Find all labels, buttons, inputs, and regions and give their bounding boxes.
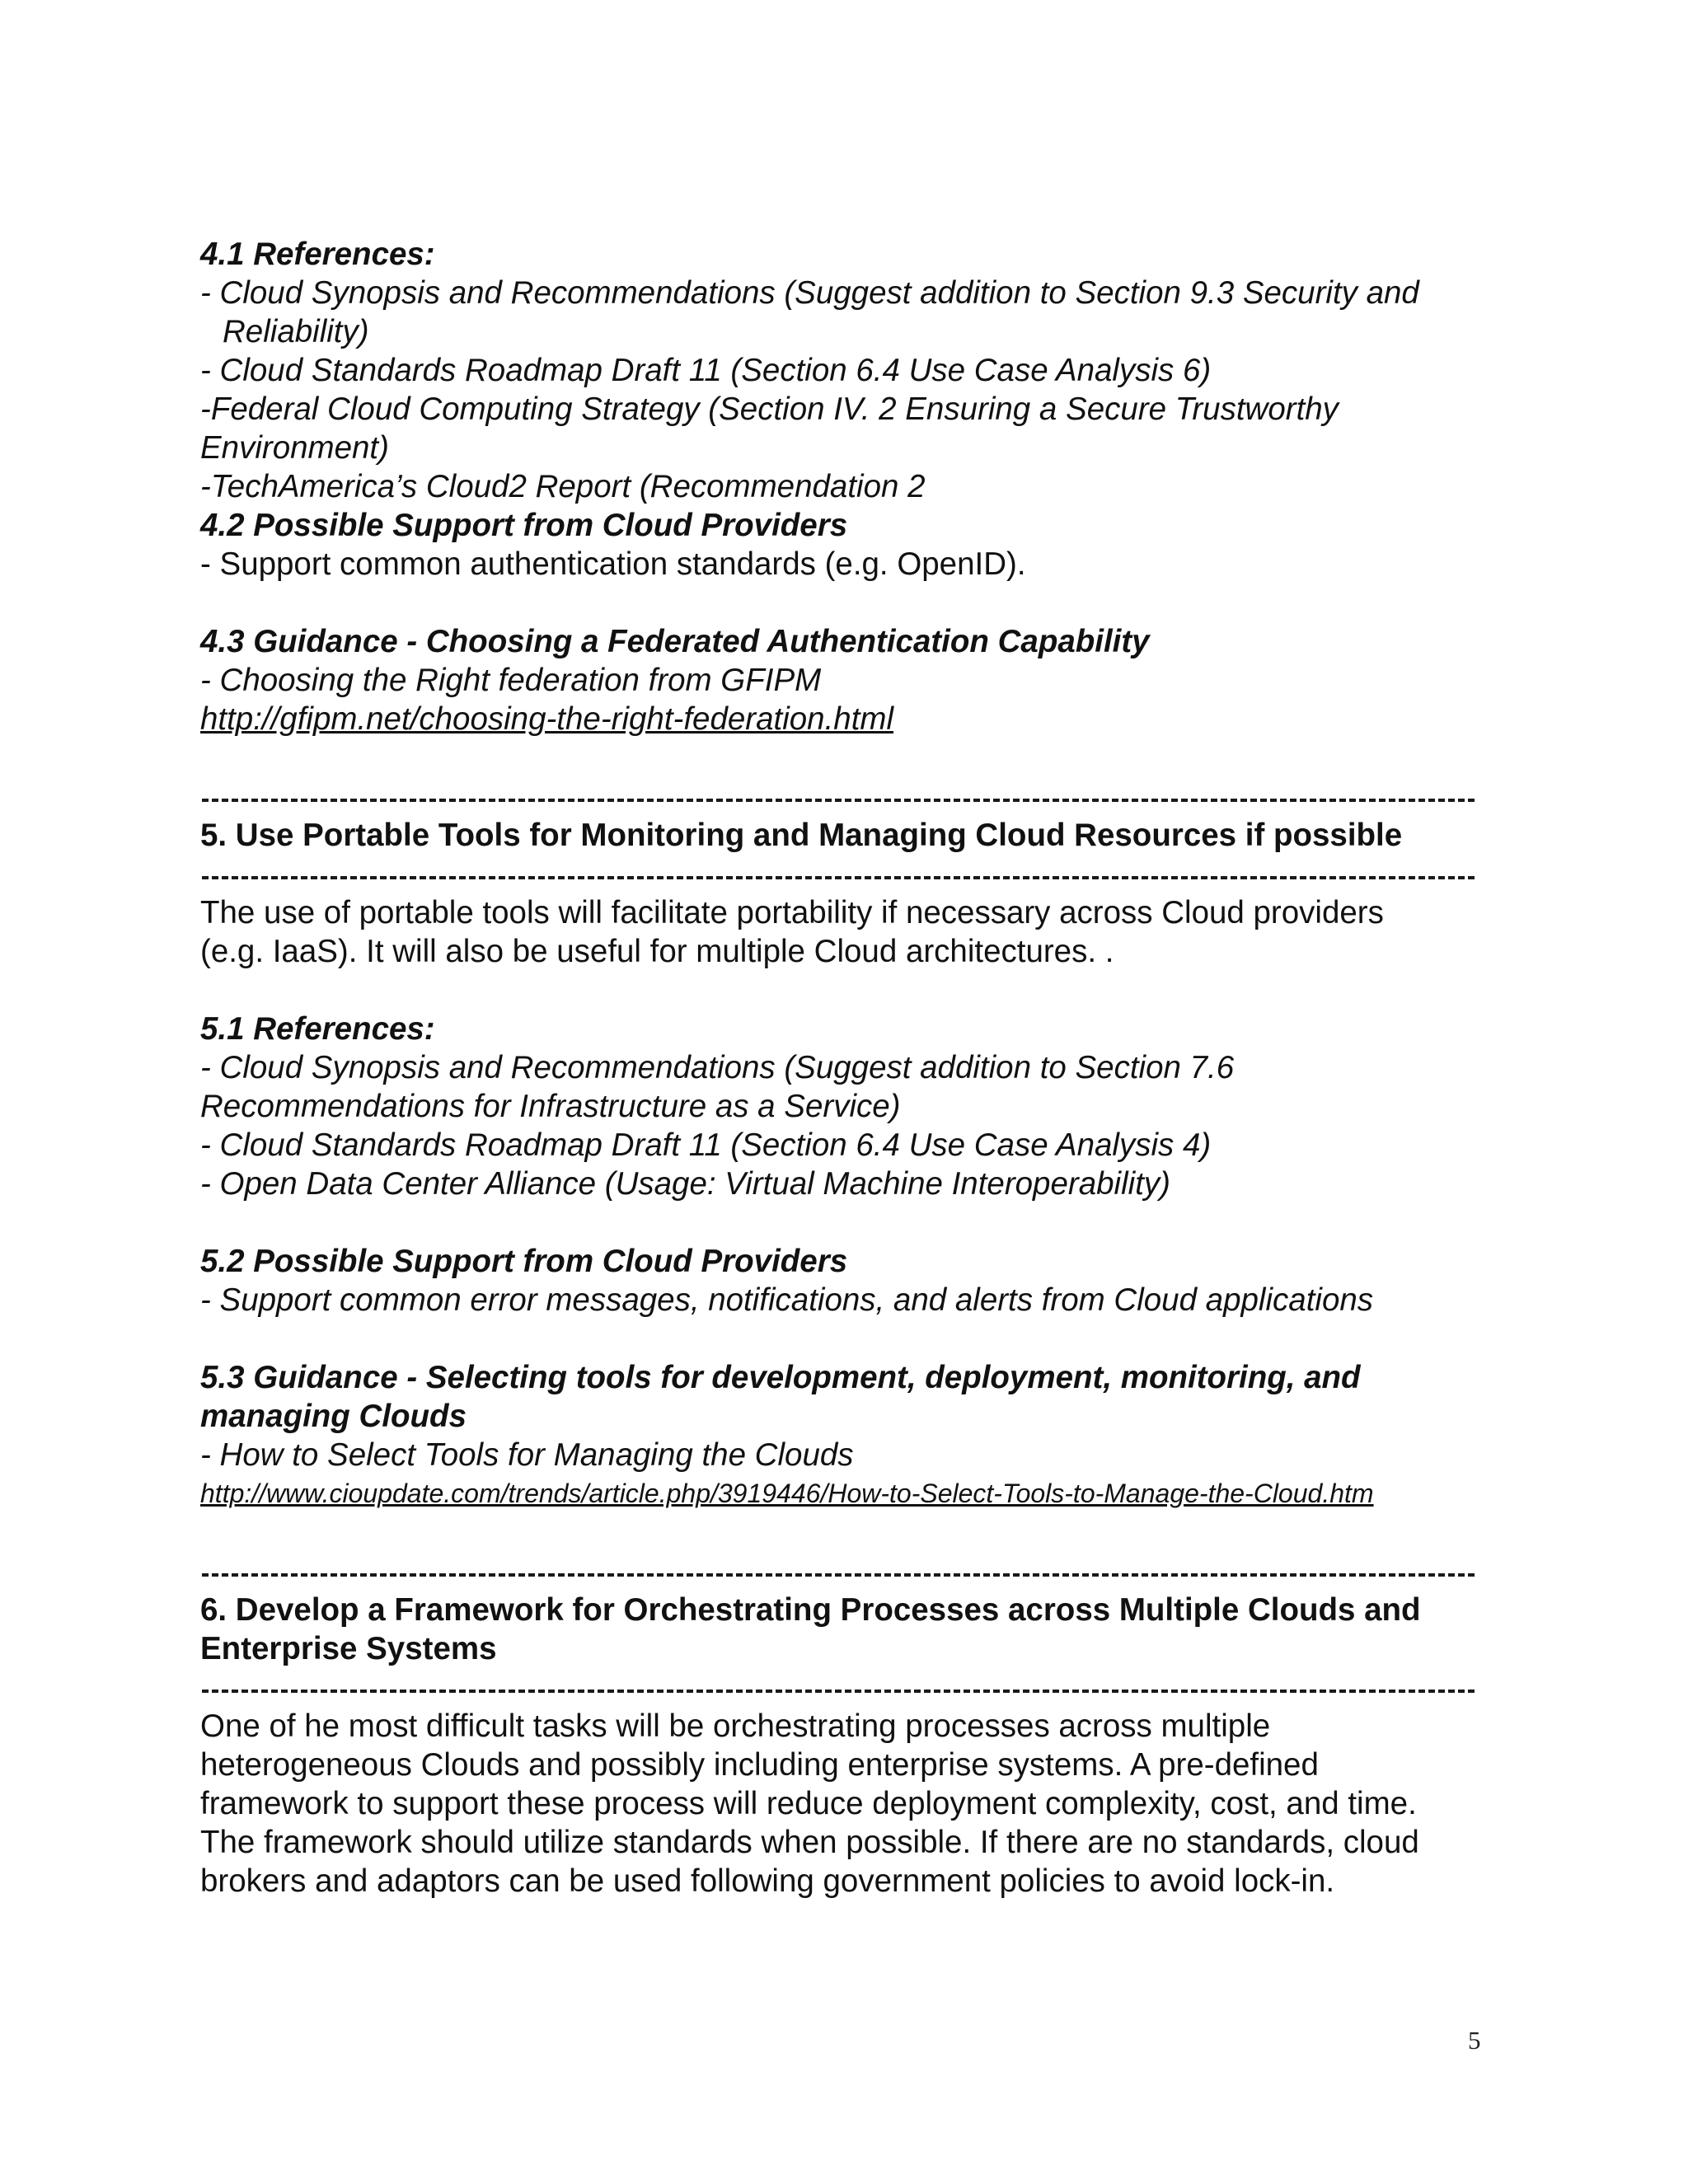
dashed-divider xyxy=(200,855,1486,893)
section-5-2-heading: 5.2 Possible Support from Cloud Providers xyxy=(200,1244,848,1279)
spacer xyxy=(200,738,1486,777)
spacer xyxy=(200,1513,1486,1552)
section-6-title-continuation: Enterprise Systems xyxy=(200,1631,497,1666)
section-6-body-line: One of he most difficult tasks will be orchestrating processes across multiple xyxy=(200,1708,1271,1744)
reference-item: - Cloud Standards Roadmap Draft 11 (Section 6.4 Use Case Analysis 6) xyxy=(200,353,1212,388)
section-5-title: 5. Use Portable Tools for Monitoring and Managing Cloud Resources if possible xyxy=(200,818,1403,853)
reference-item: -Federal Cloud Computing Strategy (Section IV. 2 Ensuring a Secure Trustworthy xyxy=(200,391,1339,427)
reference-item: -TechAmerica’s Cloud2 Report (Recommendation 2 xyxy=(200,469,926,504)
reference-item: - Cloud Standards Roadmap Draft 11 (Section 6.4 Use Case Analysis 4) xyxy=(200,1127,1212,1163)
section-4-1-heading: 4.1 References: xyxy=(200,237,435,272)
reference-item: - Cloud Synopsis and Recommendations (Suggest addition to Section 9.3 Security and xyxy=(200,275,1419,311)
section-5-3-heading: 5.3 Guidance - Selecting tools for development, deployment, monitoring, and xyxy=(200,1360,1361,1395)
section-6-body-line: The framework should utilize standards when possible. If there are no standards, cloud xyxy=(200,1825,1419,1860)
reference-item: - Open Data Center Alliance (Usage: Virtual Machine Interoperability) xyxy=(200,1166,1170,1202)
section-5-3-heading-continuation: managing Clouds xyxy=(200,1399,467,1434)
guidance-item: - How to Select Tools for Managing the Clouds xyxy=(200,1437,854,1473)
dashed-divider xyxy=(200,1668,1486,1707)
page-number: 5 xyxy=(1468,2026,1481,2055)
cioupdate-link[interactable]: http://www.cioupdate.com/trends/article.php/3919446/How-to-Select-Tools-to-Manage-the-Cloud.htm xyxy=(200,1479,1374,1508)
page-content xyxy=(200,235,1486,1900)
section-5-body-line: The use of portable tools will facilitate portability if necessary across Cloud providers xyxy=(200,895,1384,930)
dashed-divider xyxy=(200,777,1486,816)
section-6-body-line: heterogeneous Clouds and possibly including enterprise systems. A pre-defined xyxy=(200,1747,1319,1783)
reference-item-continuation: Environment) xyxy=(200,430,389,466)
section-5-1-heading: 5.1 References: xyxy=(200,1011,435,1047)
section-4-2-heading: 4.2 Possible Support from Cloud Providers xyxy=(200,508,848,543)
reference-item-continuation: Recommendations for Infrastructure as a Service) xyxy=(200,1089,901,1124)
section-5-body-line: (e.g. IaaS). It will also be useful for multiple Cloud architectures. . xyxy=(200,934,1114,969)
support-item: - Support common error messages, notifications, and alerts from Cloud applications xyxy=(200,1282,1374,1318)
spacer xyxy=(200,971,1486,1010)
section-6-body-line: framework to support these process will reduce deployment complexity, cost, and time. xyxy=(200,1786,1417,1821)
reference-item: - Cloud Synopsis and Recommendations (Suggest addition to Section 7.6 xyxy=(200,1050,1235,1085)
gfipm-link[interactable]: http://gfipm.net/choosing-the-right-federation.html xyxy=(200,701,894,737)
dashed-divider xyxy=(200,1552,1486,1591)
section-4-3-heading: 4.3 Guidance - Choosing a Federated Authentication Capability xyxy=(200,624,1150,659)
spacer xyxy=(200,1319,1486,1358)
support-item: - Support common authentication standards (e.g. OpenID). xyxy=(200,546,1026,582)
guidance-item: - Choosing the Right federation from GFIPM xyxy=(200,663,822,698)
reference-item-continuation: Reliability) xyxy=(223,314,369,349)
spacer xyxy=(200,583,1486,622)
spacer xyxy=(200,1203,1486,1242)
section-6-title: 6. Develop a Framework for Orchestrating Processes across Multiple Clouds and xyxy=(200,1592,1421,1628)
section-6-body-line: brokers and adaptors can be used following government policies to avoid lock-in. xyxy=(200,1863,1335,1899)
